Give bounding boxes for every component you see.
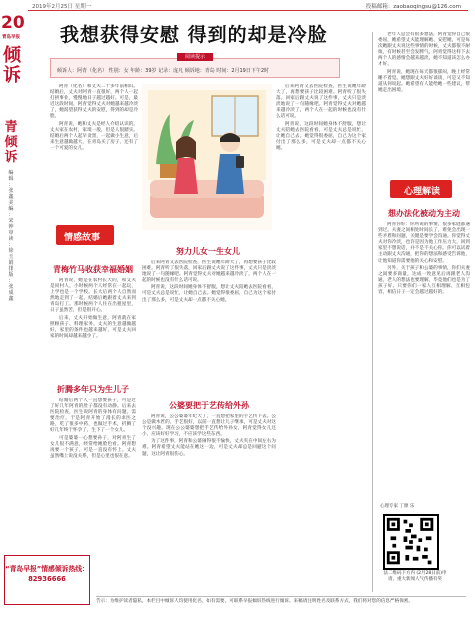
childhood-text bbox=[50, 278, 136, 378]
credit-char: 排 bbox=[8, 266, 14, 272]
paragraph: 后来阿青又去医院检查，医生说她年龄大了，再想要孩子比较困难。阿青听了很失落，回家后跟丈夫说了这件事，丈夫只是淡淡地说了一句随缘吧。阿青觉得丈夫对她越来越冷淡了，两个人在一起的时候也没有什么话可说。 bbox=[142, 260, 276, 284]
reading-tips-label: 阅读提示 bbox=[177, 53, 213, 61]
submission-email: 投稿邮箱：zaobaoqingsu@126.com bbox=[365, 4, 461, 10]
section-tag-char: 青 bbox=[4, 120, 18, 135]
credit-char: 鑫 bbox=[8, 194, 14, 200]
credit-char: 版 bbox=[8, 272, 14, 278]
paragraph: 结婚后两个人一直想要孩子，可是过了好几年阿青的肚子都没有动静。后来去医院检查，医生说阿青的身体有问题，需要治疗。于是阿青开始了漫长的求医之路，吃了很多中药，也做过手术，折腾了好几年终于怀孕了，生下了一个女儿。 bbox=[50, 398, 136, 434]
credit-char: 编 bbox=[8, 206, 14, 212]
paragraph: 后来，丈夫开始做生意，阿青就在家照顾孩子、料理家务。丈夫的生意越做越好，家里的条件也越来越好，可是丈夫回家的时间却越来越少了。 bbox=[50, 315, 136, 339]
issue-date: 2019年2月25日 星期一 bbox=[32, 4, 92, 10]
credit-char: 编 bbox=[8, 170, 14, 176]
advice-text bbox=[378, 222, 470, 500]
credit-char: ： bbox=[8, 242, 14, 248]
page-number: 20 bbox=[1, 13, 25, 33]
paper-name: 青岛早报 bbox=[2, 35, 20, 40]
paragraph: 阿青说，这段时间她身体不舒服，想让丈夫陪她去医院看看，可是丈夫总是说忙，让她自己去。她觉得很委屈，自己为这个家付出了那么多，可是丈夫却一点都不关心她。 bbox=[276, 121, 366, 151]
credit-char: 钟 bbox=[8, 224, 14, 230]
credit-char: ： bbox=[8, 182, 14, 188]
paragraph: 阿青（化名）和丈夫二十多年前相识。结婚后，丈夫对阿青一直很好，两个人一起打拼事业，慢慢地日子越过越好。可是，最近这段时间，阿青觉得丈夫对她越来越冷淡了，她渴望获得丈夫的安慰，得到的却是冷脸。 bbox=[50, 84, 138, 120]
credit-char: 美 bbox=[8, 200, 14, 206]
paragraph: 后来阿青又去医院检查，医生说她年龄大了，再想要孩子比较困难。阿青听了很失落，回家后跟丈夫说了这件事，丈夫只是淡淡地说了一句随缘吧。阿青觉得丈夫对她越来越冷淡了，两个人在一起的时候也没有什么话可说。 bbox=[276, 84, 366, 120]
subhead-son: 折腾多年只为生儿子 bbox=[57, 385, 129, 394]
psychology-badge-label: 心理解读 bbox=[404, 187, 441, 197]
story-badge-label: 情感故事 bbox=[64, 233, 101, 243]
paragraph: 阿青说，公公婆婆年纪大了，一直想把家里的手艺传下去。公公是做木匠的，手艺很好，以前一直想让儿子继承，可是丈夫对这个没兴趣。现在公公婆婆想把手艺传给外孙女，阿青觉得女儿还小，应该好好学习，不应该学这些东西。 bbox=[142, 414, 276, 438]
paragraph: 阿青说，这段时间她身体不舒服，想让丈夫陪她去医院看看，可是丈夫总是说忙，让她自己去。她觉得很委屈，自己为这个家付出了那么多，可是丈夫却一点都不关心她。 bbox=[142, 285, 276, 303]
staff-credits bbox=[4, 170, 18, 302]
paragraph: 阿青说，她和丈夫是经人介绍认识的。丈夫家在农村，家境一般，但是人很踏实。结婚后两个人起早贪黑，一起做小生意，后来生意越做越大，在青岛买了房子，还有了一个可爱的女儿。 bbox=[50, 121, 138, 151]
son-text bbox=[50, 398, 136, 548]
subhead-inheritance: 公婆要把于艺传给外孙 bbox=[169, 401, 249, 410]
section-tag bbox=[2, 120, 20, 165]
credit-char: 张 bbox=[8, 188, 14, 194]
section-title-char: 倾 bbox=[3, 45, 21, 66]
hotline-box: “青岛早报”情感倾诉热线：82936666 bbox=[4, 555, 90, 605]
section-tag-char: 倾 bbox=[4, 135, 18, 150]
header-rule bbox=[28, 10, 468, 11]
paragraph: 阿青说，她现在每天都很郁闷，晚上经常睡不着觉。她想跟丈夫好好谈谈，可是又不知道从何说起。她希望有人能给她一些建议，帮她走出困境。 bbox=[378, 69, 470, 93]
credit-char: ： bbox=[8, 212, 14, 218]
credit-char: 成 bbox=[8, 290, 14, 296]
credit-char: 读 bbox=[8, 236, 14, 242]
credit-char: 张 bbox=[8, 284, 14, 290]
left-sidebar bbox=[0, 10, 25, 510]
inheritance-text bbox=[142, 414, 276, 550]
subhead-advice: 想办法化被动为主动 bbox=[388, 209, 460, 218]
subhead-daughter: 努力儿女一生女儿 bbox=[176, 247, 240, 256]
expert-credit: 心理专家 丁源 乐 bbox=[380, 504, 415, 509]
credit-char: 审 bbox=[8, 230, 14, 236]
daughter-text bbox=[142, 260, 276, 394]
psychology-badge bbox=[390, 180, 452, 198]
credit-char: 鑫 bbox=[8, 296, 14, 302]
section-title bbox=[1, 46, 23, 86]
paragraph: 老年人总会有很多想法，阿青觉得自己很委屈，她希望丈夫能理解她、安慰她，可是每次她跟丈夫说这些事情的时候，丈夫都很不耐烦，有时候甚至会发脾气。阿青觉得这样下去两个人的感情会越来越淡，她不知道该怎么办才好。 bbox=[378, 32, 470, 68]
column-divider bbox=[372, 32, 373, 592]
side-text bbox=[276, 84, 366, 234]
credit-char: 宋 bbox=[8, 218, 14, 224]
subhead-childhood: 青梅竹马收获幸福婚姻 bbox=[53, 265, 133, 274]
credit-char: 辑 bbox=[8, 176, 14, 182]
reading-tips-text: 倾诉人：阿青（化名） 性别：女 年龄：39岁 记录：庞凡 倾诉地：青岛 时间：2月19日下午2时 bbox=[57, 68, 270, 74]
intro-text bbox=[50, 84, 138, 222]
paragraph: 阿青你好：你所说的事情，很多家庭都遇到过。夫妻之间相处时间长了，难免会出现一些矛盾和问题，关键是要学会沟通。你觉得丈夫对你冷淡，也许是因为他工作压力大，回到家里不想说话，并不是不关心你。你可以试着主动跟丈夫沟通，把你的想法和感受告诉他，让他知道你需要他的关心和安慰。 bbox=[378, 222, 470, 264]
couple-illustration bbox=[142, 84, 272, 230]
section-title-char: 诉 bbox=[3, 65, 21, 86]
paragraph: 可是婆婆一心想要孙子，对阿青生了女儿很不满意，经常给她脸色看。阿青想再要一个孩子，可是一直没有怀上。丈夫虽然嘴上说没关系，但是心里也很在意。 bbox=[50, 435, 136, 459]
section-tag-char: 诉 bbox=[4, 150, 18, 165]
paragraph: 阿青说，她是在农村长大的，和丈夫是同村人。小时候两个人经常在一起玩，上学也是一个学校。长大后两个人自然而然地走到了一起，结婚后她跟着丈夫来到青岛打工。那时候两个人住在出租屋里，日子虽然苦，但是很开心。 bbox=[50, 278, 136, 314]
main-headline: 我想获得安慰 得到的却是冷脸 bbox=[60, 24, 328, 46]
paragraph: 为了这件事，阿青和公婆闹得很不愉快，丈夫夹在中间左右为难。阿青希望丈夫能站在她这一边，可是丈夫却总是回避这个问题，这让阿青很伤心。 bbox=[142, 439, 276, 457]
reading-tips-box bbox=[50, 54, 340, 78]
qr-code-icon[interactable] bbox=[383, 514, 439, 570]
credit-char: 徐 bbox=[8, 248, 14, 254]
right-column-text bbox=[378, 32, 470, 176]
page-header bbox=[0, 0, 475, 10]
credit-char: 娟 bbox=[8, 260, 14, 266]
paragraph: 另外，关于孩子和公婆的事情，你们夫妻之间要多商量，达成一致意见后再跟老人沟通。老人的想法也要理解，毕竟他们也是为了孩子好。只要你们一家人互相理解、互相包容，相信日子一定会越过越好的。 bbox=[378, 265, 470, 296]
story-badge bbox=[56, 225, 114, 245]
footer-notice: 告示：为维护读者隐私，本栏目中倾诉人均使用化名。如有需要，可联系早报倾诉热线进行倾诉。来稿请注明姓名及联系方式，我们将对您的信息严格保密。 bbox=[96, 596, 466, 605]
qr-caption: 法二维码下方内 (2月28日前)申请，重大新闻人气传播有奖 bbox=[383, 571, 447, 582]
credit-char: ： bbox=[8, 278, 14, 284]
credit-char: 玉 bbox=[8, 254, 14, 260]
